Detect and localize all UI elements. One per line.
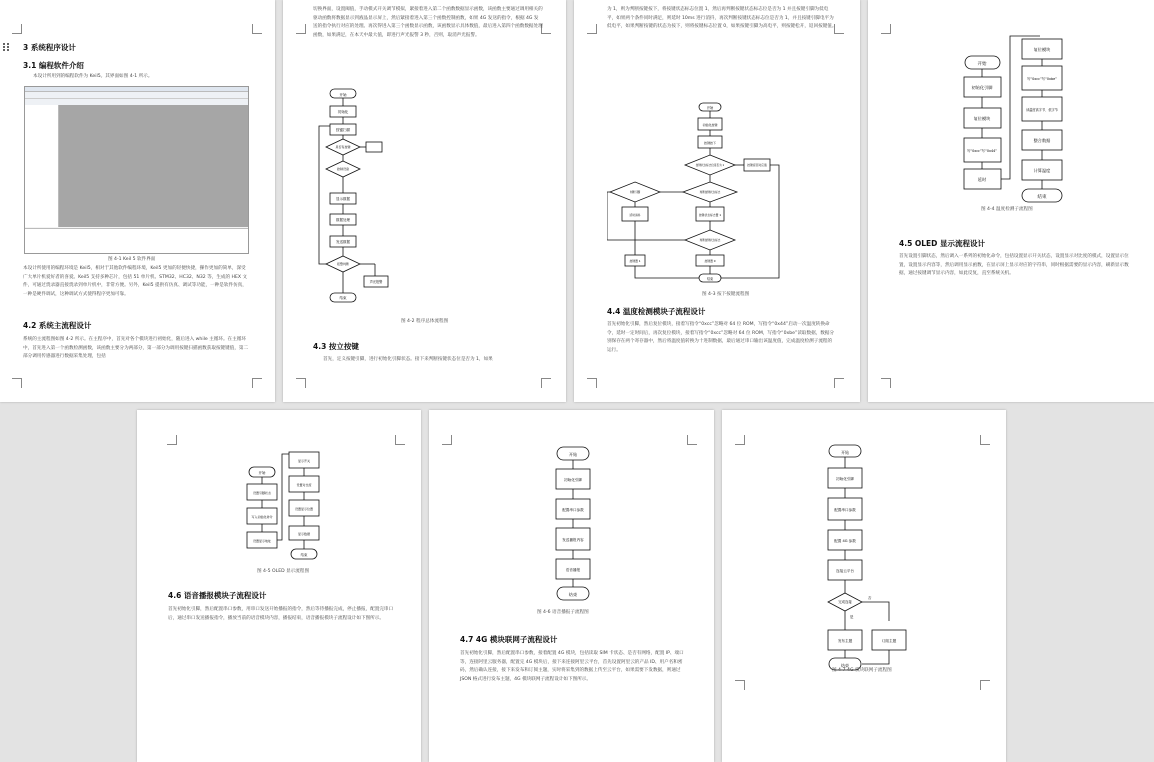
flow-label: 结束	[300, 553, 308, 557]
flow-label: 语音播报	[565, 568, 581, 572]
flow-connector	[862, 650, 889, 664]
flow-label: 结束	[1037, 195, 1047, 200]
section-heading: 4.5 OLED 显示流程设计	[899, 239, 986, 248]
flow-label: 开始	[258, 471, 266, 475]
flow-connector	[721, 165, 779, 278]
paragraph: 系统的主流程图如图 4-2 所示。在主程序中，首先对各个模块进行初始化，随后进入 while 主循环。在主循环中，首先进入第一个函数检测函数，该函数主要分为两部分，第一部分为调用按键扫描函数获取按键键值，第二部分调用传感器进行数据采集处理，包括	[23, 337, 249, 360]
flow-label: 判断按键状态标志	[699, 239, 721, 242]
paragraph: 首先初始化引脚，然后配置串口参数，接着配置 4G 模块，包括读取 SIM 卡状态、是否有网络，配置 IP、端口等，连接阿里云服务器，配置完 4G 模块后，接下来连接阿里云平台，首先设置阿里云的产品 ID、用户名和密码，然后确认连接，接下来发布和订阅主题，实时将采集到的数据上传至云平台，如果需要下发数据，则通过 JSON 格式进行发布主题，4G 模块联网子流程设计如下图所示。	[460, 651, 684, 682]
page-6	[429, 410, 714, 762]
crop-mark	[252, 24, 262, 34]
flow-label: 开始	[977, 62, 987, 67]
section-heading: 4.2 系统主流程设计	[23, 321, 92, 330]
flow-label: 初始化引脚	[836, 477, 854, 481]
figure-caption: 图 4-6 语音播报子流程图	[537, 610, 589, 615]
flow-label: 判断引脚	[629, 191, 641, 194]
flow-label: 整合数据	[1033, 138, 1051, 143]
flow-label: 控制设备	[336, 167, 350, 171]
flow-label: 是否有按键	[335, 145, 351, 149]
flow-label: 按键按下	[703, 141, 717, 145]
flow-label: 复位模块	[973, 116, 991, 121]
flow-label: 结束	[339, 296, 347, 300]
flow-label: 设置显示位置	[294, 507, 314, 511]
flow-label: 连接云平台	[836, 569, 854, 573]
flow-label: 数据处理	[336, 218, 350, 222]
flow-connector	[277, 454, 289, 540]
flow-label: 初始化	[337, 110, 349, 114]
flow-label: 延时消抖	[629, 213, 641, 217]
flow-label: 按键扫描	[336, 128, 350, 132]
paragraph: 首先初始化引脚，然后复位模块，接着写指令“0xcc”忽略对 64 位 ROM，写指令“0x44”启动一次温度转换命令，延时一定时间后，再次复位模块，接着写指令“0xcc”忽略对 64 位 ROM，写指令“0xbe”读取数据，数据分别保存在两个寄存器中，然后将温度值转换为十进制数据，最后通过串口输出该温度值，完成温度检测子流程的运行。	[607, 322, 835, 353]
section-heading: 4.6 语音播报模块子流程设计	[168, 591, 267, 600]
flow-connector	[635, 266, 699, 278]
flow-label: 配置串口参数	[834, 508, 856, 512]
4g-flowchart	[822, 442, 917, 672]
flow-label: 按键置 0	[704, 259, 716, 263]
flow-side	[366, 142, 382, 152]
flow-label: 延时	[977, 177, 987, 182]
figure-caption: 图 4-5 OLED 显示流程图	[257, 569, 310, 574]
flow-label: 复位模块	[1033, 47, 1051, 52]
crop-mark	[296, 378, 306, 388]
flow-label: 配置串口参数	[562, 508, 584, 512]
flow-label: 否	[868, 596, 872, 600]
flow-label: 显示数据	[336, 197, 350, 201]
flow-label: 发送数据	[336, 240, 350, 244]
crop-mark	[12, 378, 22, 388]
section-heading: 4.3 按立按键	[313, 342, 359, 351]
crop-mark	[980, 680, 990, 690]
crop-mark	[834, 378, 844, 388]
page-3	[574, 0, 860, 402]
flow-label: 写“0xcc”写“0xbe”	[1026, 77, 1058, 81]
crop-mark	[881, 378, 891, 388]
paragraph: 切换界面，设置阈值，手动模式开关调节模拟，紧接着进入第二个函数数据显示函数，该函数主要通过调用相关的驱动函数将数据显示到液晶显示屏上，然后紧接着进入第三个函数控制函数，如果 4G 发送的指令，根据 4G 发送的指令执行对应的处理。再次得进入第三个函数显示函数，该函数显示具体数值，最后进入第四个函数数据处理函数，如果满足，在本天中最大值，即进行声光报警 3 秒，否则，取消声光报警。	[313, 7, 543, 38]
flow-label: 按键返回对应值	[747, 163, 767, 167]
flow-label: 开始	[841, 450, 849, 455]
crop-mark	[735, 435, 745, 445]
flow-label: 结束	[841, 663, 849, 668]
flow-label: 显示数据	[297, 532, 311, 536]
paragraph: 为 1，则为判断按键按下，将按键状态标志位置 1，然后再判断按键状态标志位是否为 1 并且按键引脚为低电平，如果两个条件同时满足，则延时 10ms 进行消抖，再次判断按键状态标志位是否为 1，并且按键引脚电平为低电平，如果判断按键的状态为按下，则将按键标志位置 0，如果按键引脚为高电平，则按键松开，返回按键值。	[607, 7, 837, 30]
flow-label: 写“0xcc”写“0x44”	[966, 149, 998, 153]
figure-caption: 图 4-3 按下按键流程图	[702, 292, 750, 297]
flow-label: 发布主题	[837, 639, 853, 643]
crop-mark	[687, 435, 697, 445]
crop-mark	[980, 435, 990, 445]
crop-mark	[587, 24, 597, 34]
section-heading: 4.7 4G 模块联网子流程设计	[460, 635, 558, 644]
voice-flowchart	[551, 444, 601, 604]
flow-label: 按键状态标志位是否为 1	[695, 164, 725, 167]
temp-flowchart	[958, 32, 1078, 207]
crop-mark	[167, 435, 177, 445]
flow-label: 按键状态标志置 1	[698, 213, 722, 217]
paragraph: 本设计所用到的编程软件为 Keil5。其界面如图 4-1 所示。	[33, 74, 153, 79]
flow-label: 是	[850, 615, 854, 619]
flow-label: 完成连接	[838, 600, 852, 604]
flow-label: 报警判断	[336, 262, 350, 266]
paragraph: 首先初始化引脚，然后配置串口参数，用串口发送开始播报的指令，然后等待播报完成，停止播报，配置完串口后，通过串口发送播报指令，播放当前的语音模块内容，播报结束，语音播报模块子流程设计如下图所示。	[168, 607, 394, 621]
flow-label: 订阅主题	[881, 639, 897, 643]
section-heading: 4.4 温度检测模块子流程设计	[607, 307, 706, 316]
page-7	[722, 410, 1006, 762]
crop-mark	[296, 24, 306, 34]
crop-mark	[587, 378, 597, 388]
figure-caption: 图 4-2 程序总体流程图	[401, 319, 449, 324]
flow-label: 按键置 1	[629, 259, 641, 263]
flow-label: 初始化按键	[702, 123, 718, 127]
figure-caption: 图 4-7 4G 模块联网子流程图	[832, 668, 892, 673]
flow-label: 发送播报内容	[562, 538, 584, 542]
page-4	[868, 0, 1154, 402]
flow-label: 声光报警	[369, 280, 383, 284]
flow-connector	[862, 602, 889, 621]
paragraph: 本设计所使用的编程环境是 Keil5，相对于其他软件编程环境，Keil5 更加的轻便快捷，操作更加的简单，深受广大单片机爱好者的喜爱。Keil5 支持多种芯片，包括 51 单片机、STM32、HC32、N32 等，生成的 HEX 文件，可通过烧录器直接烧录到单片机中，非常方便。另外，Keil5 提供有仿真、调试等功能，一种是软件仿真，一种是硬件调试，这种调试方式使得程序更加可靠。	[23, 266, 248, 297]
oled-flowchart	[243, 450, 323, 575]
flow-label: 结束	[706, 277, 714, 281]
crop-mark	[541, 378, 551, 388]
paragraph: 首先设置引脚状态，然后调入一系列的初始化命令，包括设置显示开关状态，设置显示对比度的模式，设置显示位置，设置显示内容等，然后调用显示函数，在显示屏上显示对应的字符串，同时根据需要的显示内容，刷新显示数据，通过按键调节显示内容，如此反复，直至系统关机。	[899, 254, 1129, 277]
drag-handle-icon[interactable]	[2, 37, 10, 47]
flow-label: 判断按键状态标志	[699, 191, 721, 194]
figure-caption: 图 4-4 温度检测子流程图	[981, 207, 1033, 212]
page-1	[0, 0, 275, 402]
flow-label: 开始	[568, 452, 578, 457]
page-2	[283, 0, 566, 402]
main-flowchart	[313, 86, 403, 308]
flow-label: 初始化引脚	[971, 85, 993, 90]
flow-label: 开始	[706, 106, 714, 110]
flow-label: 显示开关	[297, 459, 311, 463]
crop-mark	[252, 378, 262, 388]
flow-label: 开始	[339, 93, 347, 97]
figure-caption: 图 4-1 Keil 5 软件界面	[108, 257, 156, 262]
flow-label: 结束	[568, 592, 578, 597]
crop-mark	[442, 435, 452, 445]
key-flowchart	[607, 100, 817, 288]
flow-label: 初始化引脚	[564, 478, 582, 482]
flow-label: 设置对比度	[296, 483, 312, 487]
crop-mark	[395, 435, 405, 445]
paragraph: 首先，定义按键引脚，进行初始化引脚状态。接下来判断按键状态位是否为 1，如果	[323, 357, 493, 362]
section-heading: 3.1 编程软件介绍	[23, 61, 84, 70]
crop-mark	[735, 680, 745, 690]
page-5	[137, 410, 421, 762]
flow-label: 计算温度	[1033, 168, 1051, 173]
flow-label: 设置引脚状态	[252, 491, 272, 495]
flow-label: 设置显示地址	[252, 539, 272, 543]
section-heading: 3 系统程序设计	[23, 43, 76, 52]
crop-mark	[12, 24, 22, 34]
flow-label: 写入初始化命令	[251, 515, 273, 519]
flow-label: 配置 4G 参数	[834, 539, 856, 543]
flow-label: 读温度高字节、低字节	[1026, 108, 1058, 112]
crop-mark	[881, 24, 891, 34]
keil-screenshot	[24, 86, 249, 254]
